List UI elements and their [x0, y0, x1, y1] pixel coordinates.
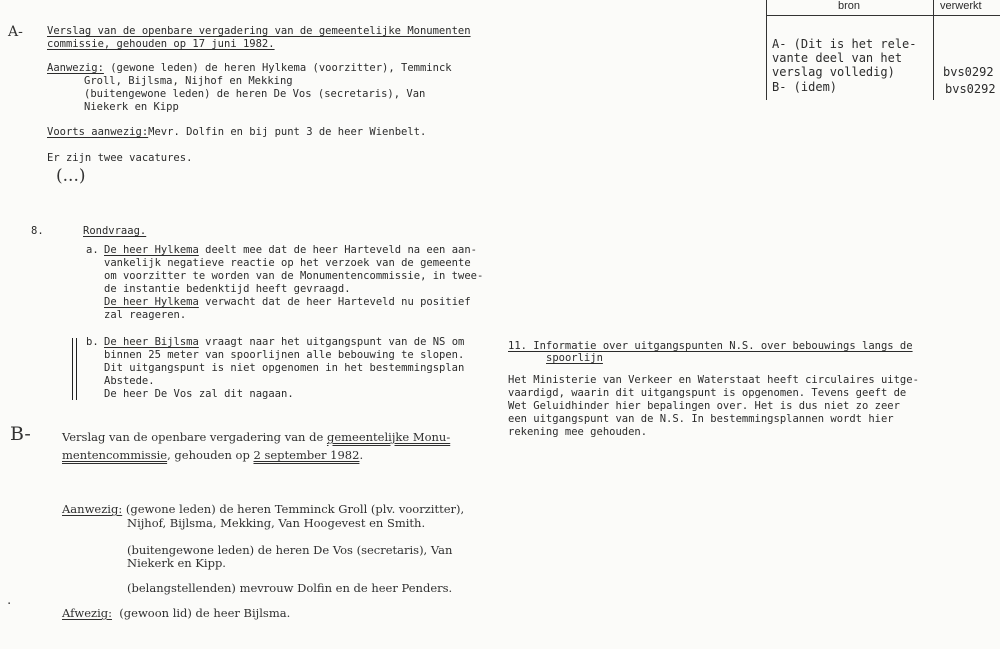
doc-b-title-line1	[62, 430, 450, 444]
item-b-name: De heer Bijlsma	[104, 336, 199, 348]
doc-a-present-line4: Niekerk en Kipp	[84, 101, 179, 113]
item-b-line3: Dit uitgangspunt is niet opgenomen in het bestemmingsplan	[104, 362, 465, 374]
item-b-line5: De heer De Vos zal dit nagaan.	[104, 388, 294, 400]
item-a-line6: zal reageren.	[104, 309, 187, 321]
doc-a-present-line3: (buitengewone leden) de heren De Vos (secretaris), Van	[84, 88, 426, 100]
doc-a-present	[47, 62, 452, 75]
item-a-line5	[104, 296, 471, 309]
note-line5: rekening mee gehouden.	[508, 426, 648, 438]
doc-b-present	[62, 502, 464, 516]
doc-b-title-end: .	[359, 448, 364, 462]
table-row-b-code: bvs0292	[945, 82, 996, 96]
change-bar-right	[76, 338, 77, 400]
table-header-rule	[766, 15, 1000, 16]
doc-a-vacancies: Er zijn twee vacatures.	[47, 152, 193, 164]
item-a-text5: verwacht dat de heer Harteveld nu positief	[198, 296, 471, 308]
doc-a-title-line1: Verslag van de openbare vergadering van de gemeentelijke Monumenten	[47, 25, 471, 37]
table-row-b: B- (idem)	[772, 80, 838, 94]
item-a-name1: De heer Hylkema	[104, 244, 199, 256]
item-a-line1	[104, 244, 477, 257]
doc-b-present-label: Aanwezig:	[62, 502, 123, 516]
doc-b-present-line3: (buitengewone leden) de heren De Vos (secretaris), Van	[127, 543, 453, 557]
note-line2: vaardigd, waarin dit uitgangspunt is opgenomen. Tevens geeft de	[508, 387, 907, 399]
doc-b-absent	[62, 606, 290, 620]
item-b-marker: b.	[86, 336, 99, 348]
doc-a-present-line1: (gewone leden) de heren Hylkema (voorzitter), Temminck	[103, 62, 452, 74]
item-b-line2: binnen 25 meter van spoorlijnen alle bebouwing te slopen.	[104, 349, 465, 361]
item-b-line4: Abstede.	[104, 375, 155, 387]
doc-b-title-pre: Verslag van de openbare vergadering van de	[62, 430, 327, 444]
doc-a-title-line2: commissie, gehouden op 17 juni 1982.	[47, 38, 275, 50]
item-a-name2: De heer Hylkema	[104, 296, 199, 308]
table-row-a-code: bvs0292	[943, 65, 994, 79]
margin-mark-a: A-	[8, 24, 23, 40]
item-a-line4: de instantie bedenktijd heeft gevraagd.	[104, 283, 351, 295]
table-header-bron: bron	[838, 0, 861, 12]
doc-b-title-line2	[62, 448, 363, 462]
doc-b-present-line1: (gewone leden) de heren Temminck Groll (plv. voorzitter),	[122, 502, 465, 516]
doc-a-also-text: Mevr. Dolfin en bij punt 3 de heer Wienbelt.	[148, 126, 427, 138]
stray-dot: ·	[6, 598, 13, 610]
doc-b-absent-label: Afwezig:	[62, 606, 112, 620]
table-row-a-line3: verslag volledig)	[772, 65, 895, 79]
doc-b-title-u2: mentencommissie	[62, 448, 168, 462]
doc-a-present-label: Aanwezig:	[47, 62, 104, 74]
item-a-text1: deelt mee dat de heer Harteveld na een aan-	[198, 244, 477, 256]
ellipsis-mark: (...)	[56, 166, 86, 186]
item-number: 8.	[31, 225, 44, 237]
doc-b-title-mid: , gehouden op	[167, 448, 254, 462]
doc-b-title-u1: gemeentelijke Monu-	[326, 430, 451, 444]
table-row-a-line2: vante deel van het	[772, 51, 903, 65]
table-header-verwerkt: verwerkt	[940, 0, 982, 12]
note-line4: een uitgangspunt van de N.S. In bestemmingsplannen wordt hier	[508, 413, 894, 425]
doc-b-absent-text: (gewoon lid) de heer Bijlsma.	[111, 606, 291, 620]
item-a-marker: a.	[86, 244, 99, 256]
item-a-line2: vankelijk negatieve reactie op het verzoek van de gemeente	[104, 257, 471, 269]
item-title: Rondvraag.	[83, 225, 147, 237]
doc-b-present-line5: (belangstellenden) mevrouw Dolfin en de heer Penders.	[127, 581, 453, 595]
doc-a-present-line2: Groll, Bijlsma, Nijhof en Mekking	[84, 75, 293, 87]
table-row-a-line1: A- (Dit is het rele-	[772, 37, 917, 51]
doc-a-also-label: Voorts aanwezig:	[47, 126, 149, 138]
doc-a-also-present	[47, 126, 426, 139]
doc-b-present-line2: Nijhof, Bijlsma, Mekking, Van Hoogevest en Smith.	[127, 516, 426, 530]
item-b-text1: vraagt naar het uitgangspunt van de NS om	[198, 336, 465, 348]
doc-b-present-line4: Niekerk en Kipp.	[127, 556, 226, 570]
note-line3: Wet Geluidhinder hier bepalingen over. Het is dus niet zo zeer	[508, 400, 900, 412]
note-title-line2: spoorlijn	[546, 352, 603, 364]
margin-mark-b: B-	[10, 423, 31, 445]
note-line1: Het Ministerie van Verkeer en Waterstaat heeft circulaires uitge-	[508, 374, 919, 386]
item-a-line3: om voorzitter te worden van de Monumentencommissie, in twee-	[104, 270, 484, 282]
doc-b-title-date: 2 september 1982	[253, 448, 360, 462]
change-bar-left	[72, 338, 73, 400]
note-title-line1: 11. Informatie over uitgangspunten N.S. over bebouwings langs de	[508, 340, 913, 352]
item-b-line1	[104, 336, 464, 349]
